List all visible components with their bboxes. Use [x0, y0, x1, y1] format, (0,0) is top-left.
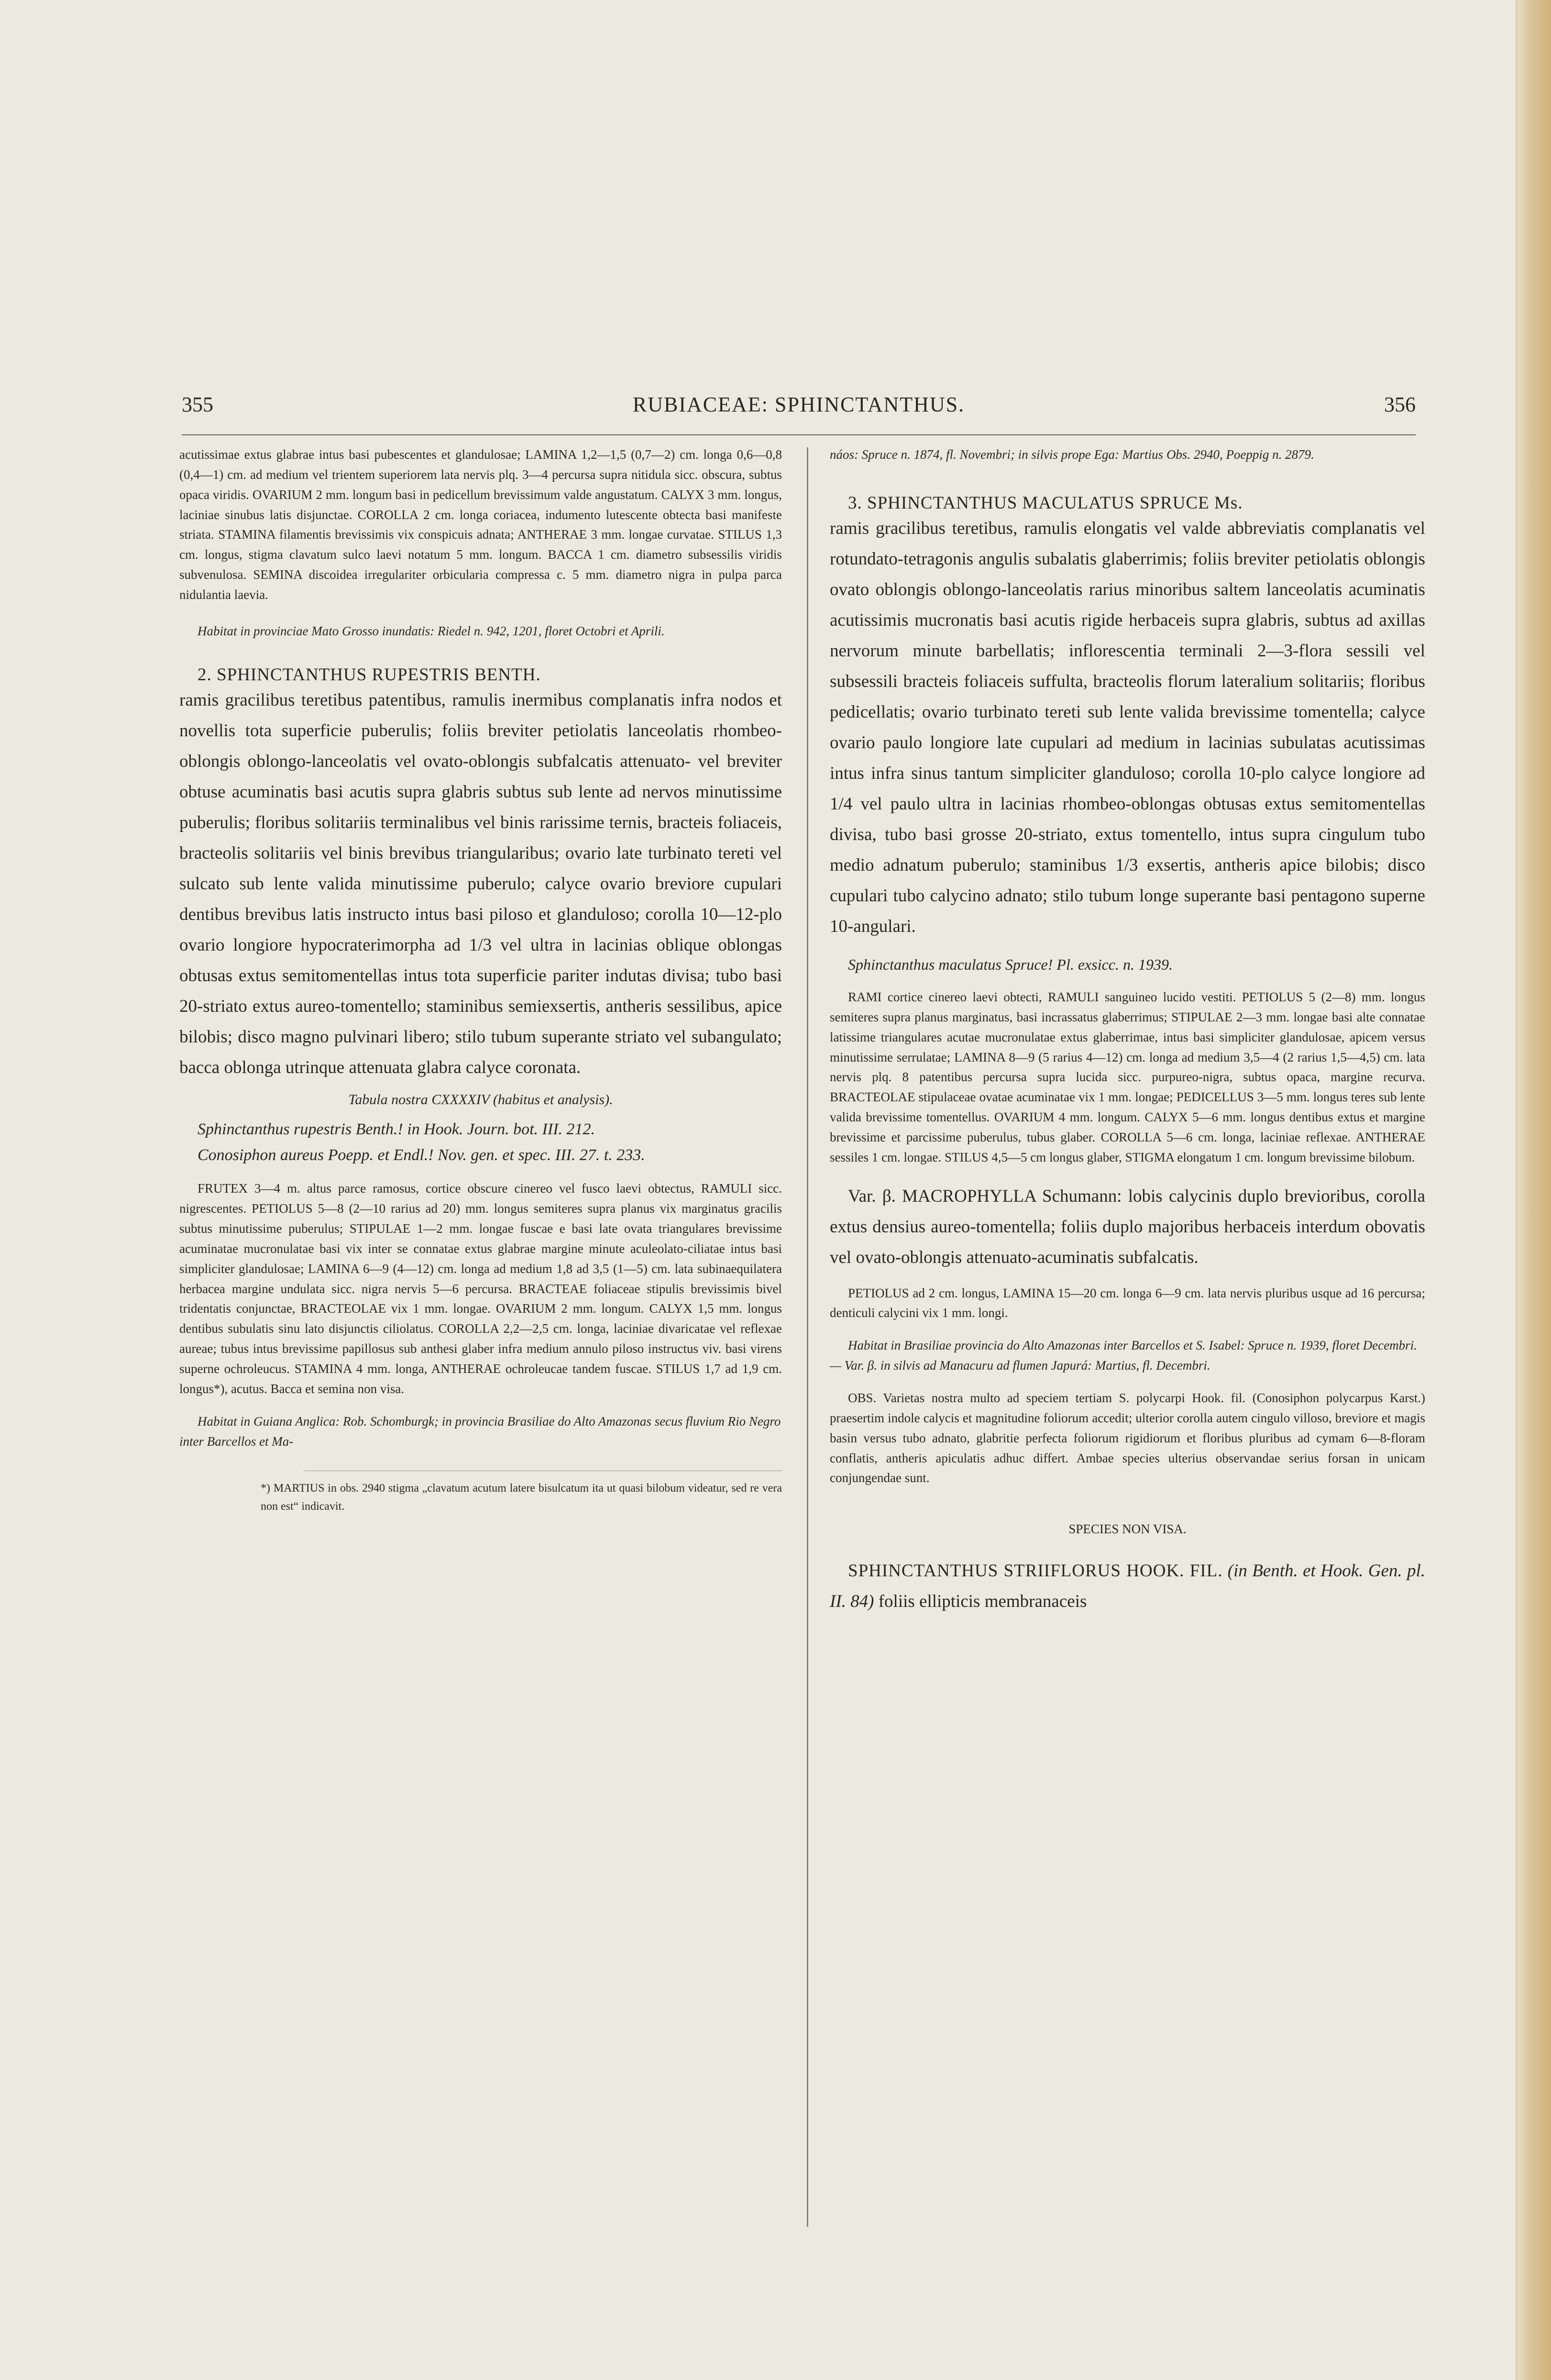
species-entry — [830, 1556, 1425, 1617]
header-rule — [182, 434, 1416, 435]
variety-name: Var. β. MACROPHYLLA Schumann: — [848, 1186, 1122, 1206]
species-heading: SPHINCTANTHUS STRIIFLORUS HOOK. FIL. — [848, 1561, 1223, 1581]
right-column — [830, 445, 1425, 1617]
species-diagnosis: foliis ellipticis membranaceis — [878, 1592, 1087, 1612]
species-diagnosis: ramis gracilibus teretibus patentibus, ramulis inermibus complanatis infra nodos et novellis tota superficie puberulis; foliis breviter petiolatis lanceolatis rhombeo-oblongis oblongo-lanceolatis vel ovato-oblongis subfalcatis attenuato- vel breviter obtuse acuminatis basi acutis supra glabris subtus sub lente ad nervos minutissime puberulis; floribus solitariis terminalibus vel binis rarissime ternis, bracteis foliaceis, bracteolis solitariis vel binis brevibus triangularibus; ovario late turbinato tereti vel sulcato sub lente valida minutissime puberulo; calyce ovario breviore cupulari dentibus brevibus latis instructo intus basi piloso et glanduloso; corolla 10—12-plo ovario longiore hypocraterimorpha ad 1/3 vel ultra in lacinias oblique oblongas obtusas extus semitomentellas intus tota superficie pariter indutas divisa; tubo basi 20-striato extus aureo-tomentello; staminibus semiexsertis, antheris sessilibus, apice bilobis; disco magno pulvinari libero; stilo tubum superante striato vel subangulato; bacca oblonga utrinque attenuata glabra calyce coronata. — [179, 690, 782, 1077]
left-column — [179, 445, 782, 1516]
description-paragraph: acutissimae extus glabrae intus basi pubescentes et glandulosae; LAMINA 1,2—1,5 (0,7—2) cm. longa 0,6—0,8 (0,4—1) cm. ad medium vel trientem superiorem lata nervis plq. 3—4 percursa supra nitidula sicc. obscura, subtus opaca viridis. OVARIUM 2 mm. longum basi in pedicellum brevissimum valde angustatum. CALYX 3 mm. longus, laciniae sinubus latis disjunctae. COROLLA 2 cm. longa coriacea, indumento lutescente obtecta basi manifeste striata. STAMINA filamentis brevissimis vix conspicuis adnata; ANTHERAE 3 mm. longae curvatae. STILUS 1,3 cm. longus, stigma clavatum sulco laevi notatum 5 mm. longum. BACCA 1 cm. diametro subsessilis viridis subvenulosa. SEMINA discoidea irregulariter orbicularia compressa c. 5 mm. diametro nigra in pulpa parca nidulantia laevia. — [179, 447, 782, 602]
synonym-citation: Sphinctanthus rupestris Benth.! in Hook. Journ. bot. III. 212. — [198, 1120, 595, 1138]
species-heading: 2. SPHINCTANTHUS RUPESTRIS BENTH. — [198, 664, 541, 685]
habitat-note: Habitat in Guiana Anglica: Rob. Schomburgk; in provincia Brasiliae do Alto Amazonas secus fluvium Rio Negro inter Barcellos et Ma- — [179, 1414, 781, 1449]
column-divider — [807, 447, 808, 2227]
variety-diagnosis: lobis calycinis duplo brevioribus, corolla extus densius aureo-tomentella; foliis duplo majoribus herbaceis interdum obovatis vel ovato-oblongis attenuato-acuminatis subfalcatis. — [830, 1186, 1426, 1267]
page-number-right: 356 — [1384, 393, 1416, 416]
page-edge-strip — [1518, 0, 1551, 2380]
running-title: RUBIACEAE: SPHINCTANTHUS. — [632, 393, 965, 416]
section-heading: SPECIES NON VISA. — [1068, 1522, 1187, 1537]
species-heading: 3. SPHINCTANTHUS MACULATUS SPRUCE Ms. — [848, 493, 1243, 513]
synonym-citation: Sphinctanthus maculatus Spruce! Pl. exsicc. n. 1939. — [848, 955, 1173, 973]
running-header — [182, 392, 1416, 426]
habitat-note: náos: Spruce n. 1874, fl. Novembri; in silvis prope Ega: Martius Obs. 2940, Poeppig n. 2879. — [830, 447, 1314, 462]
description-paragraph: FRUTEX 3—4 m. altus parce ramosus, cortice obscure cinereo vel fusco laevi obtectus, RAMULI sicc. nigrescentes. PETIOLUS 5—8 (2—10 rarius ad 20) mm. longus semiteres supra planus vix marginatus gracilis subtus minutissime puberulus; STIPULAE 1—2 mm. longae fuscae e basi late ovata triangulares brevissime acuminatae mucronulatae basi vix inter se connatae extus glabrae margine minute aculeolato-ciliatae intus basi simpliciter glandulosae; LAMINA 6—9 (4—12) cm. longa ad medium 1,8 ad 3,5 (1—5) cm. lata subinaequilatera herbacea margine undulata sicc. nigra nervis 5—6 percursa. BRACTEAE foliaceae stipulis brevissimis bivel tridentatis conjunctae, BRACTEOLAE vix 1 mm. longae. OVARIUM 2 mm. longum. CALYX 1,5 mm. longus dentibus subulatis sinu lato disjunctis ciliolatus. COROLLA 2,2—2,5 cm. longa, laciniae divaricatae vel reflexae aureae; tubus intus brevissime papillosus sub anthesi glaber infra medium annulo piloso instructus viv. basi virens superne ochroleucus. STAMINA 4 mm. longa, ANTHERAE ochroleucae tandem fuscae. STILUS 1,7 ad 1,9 cm. longus*), acutus. Bacca et semina non visa. — [179, 1181, 782, 1396]
plate-reference: Tabula nostra CXXXXIV (habitus et analysis). — [348, 1091, 613, 1107]
page-number-left: 355 — [182, 393, 213, 416]
variety-heading — [830, 1181, 1425, 1273]
description-paragraph: RAMI cortice cinereo laevi obtecti, RAMULI sanguineo lucido vestiti. PETIOLUS 5 (2—8) mm. longus semiteres supra planus marginatus, basi incrassatus glaberrimus; STIPULAE 2—3 mm. longae basi alte connatae latissime triangulares acutae mucronulatae extus glaberrimae, intus basi simpliciter glandulosae, apicem versus minutissime serrulatae; LAMINA 8—9 (5 rarius 4—12) cm. longa ad medium 3,5—4 (2 rarius 1,5—4,5) cm. lata nervis plq. 8 patentibus percursa supra lucida sicc. purpureo-nigra, subtus opaca, margine recurva. BRACTEOLAE stipulaceae ovatae acuminatae vix 1 mm. longae; PEDICELLUS 3—5 mm. longus teres sub lente valida brevissime tomentellus. OVARIUM 4 mm. longum. CALYX 5—6 mm. longus dentibus extus et margine brevissime et parcissime puberulus, tubus glaber. COROLLA 5—6 cm. longa, laciniae reflexae. ANTHERAE sessiles 1 cm. longae. STILUS 4,5—5 cm longus glaber, STIGMA elongatum 1 cm. longum brevissime bilobum. — [830, 990, 1425, 1164]
description-paragraph: PETIOLUS ad 2 cm. longus, LAMINA 15—20 cm. longa 6—9 cm. lata nervis pluribus usque ad 16 percursa; denticuli calycini vix 1 mm. longi. — [830, 1285, 1425, 1320]
species-diagnosis: ramis gracilibus teretibus, ramulis elongatis vel valde abbreviatis complanatis vel rotundato-tetragonis angulis subalatis glaberrimis; foliis breviter petiolatis oblongis ovato oblongis oblongo-lanceolatis rarius minoribus saltem lanceolatis acuminatis acutissimis mucronatis basi acutis rigide herbaceis supra glabris, subtus ad axillas nervorum minute barbellatis; inflorescentia terminali 2—3-flora sessili vel subsessili bracteis foliaceis suffulta, bracteolis florum lateralium solitariis; floribus pedicellatis; ovario turbinato tereti sub lente valida brevissime tomentella; calyce ovario paulo longiore late cupulari ad medium in lacinias subulatas acutissimas intus infra sinus tantum simpliciter glanduloso; corolla 10-plo calyce longiore ad 1/4 vel paulo ultra in lacinias rhombeo-oblongas obtusas extus semitomentellas divisa, tubo basi grosse 20-striato, extus tomentello, intus supra cingulum tubo medio adnatum puberulo; staminibus 1/3 exsertis, antheris apice bilobis; disco cupulari tubo calycino adnato; stilo tubum longe superante basi pentagono superne 10-angulari. — [830, 518, 1425, 936]
footnote: *) MARTIUS in obs. 2940 stigma „clavatum acutum latere bisulcatum ita ut quasi bilobum videatur, sed re vera non est“ indicavit. — [261, 1482, 782, 1513]
synonym-citation: Conosiphon aureus Poepp. et Endl.! Nov. gen. et spec. III. 27. t. 233. — [198, 1146, 645, 1164]
habitat-note: Habitat in provinciae Mato Grosso inundatis: Riedel n. 942, 1201, floret Octobri et Aprili. — [198, 623, 665, 638]
species-reference: (in Benth. et Hook. Gen. pl. II. 84) — [830, 1561, 1426, 1612]
observation-note: OBS. Varietas nostra multo ad speciem tertiam S. polycarpi Hook. fil. (Conosiphon polycarpus Karst.) praesertim indole calycis et magnitudine foliorum accedit; ulterior corolla autem cingulo villoso, breviore et magis basin versus tubo adnato, glabritie perfecta foliorum rigidiorum et floribus pluribus ad cymam 6—8-floram conflatis, antheris apiculatis adhuc differt. Ambae species ulterius observandae serius forsan in unicam conjungendae sunt. — [830, 1391, 1425, 1485]
habitat-note: Habitat in Brasiliae provincia do Alto Amazonas inter Barcellos et S. Isabel: Spruce n. 1939, floret Decembri. — Var. β. in silvis ad Manacuru ad flumen Japurá: Martius, fl. Decembri. — [830, 1338, 1417, 1373]
